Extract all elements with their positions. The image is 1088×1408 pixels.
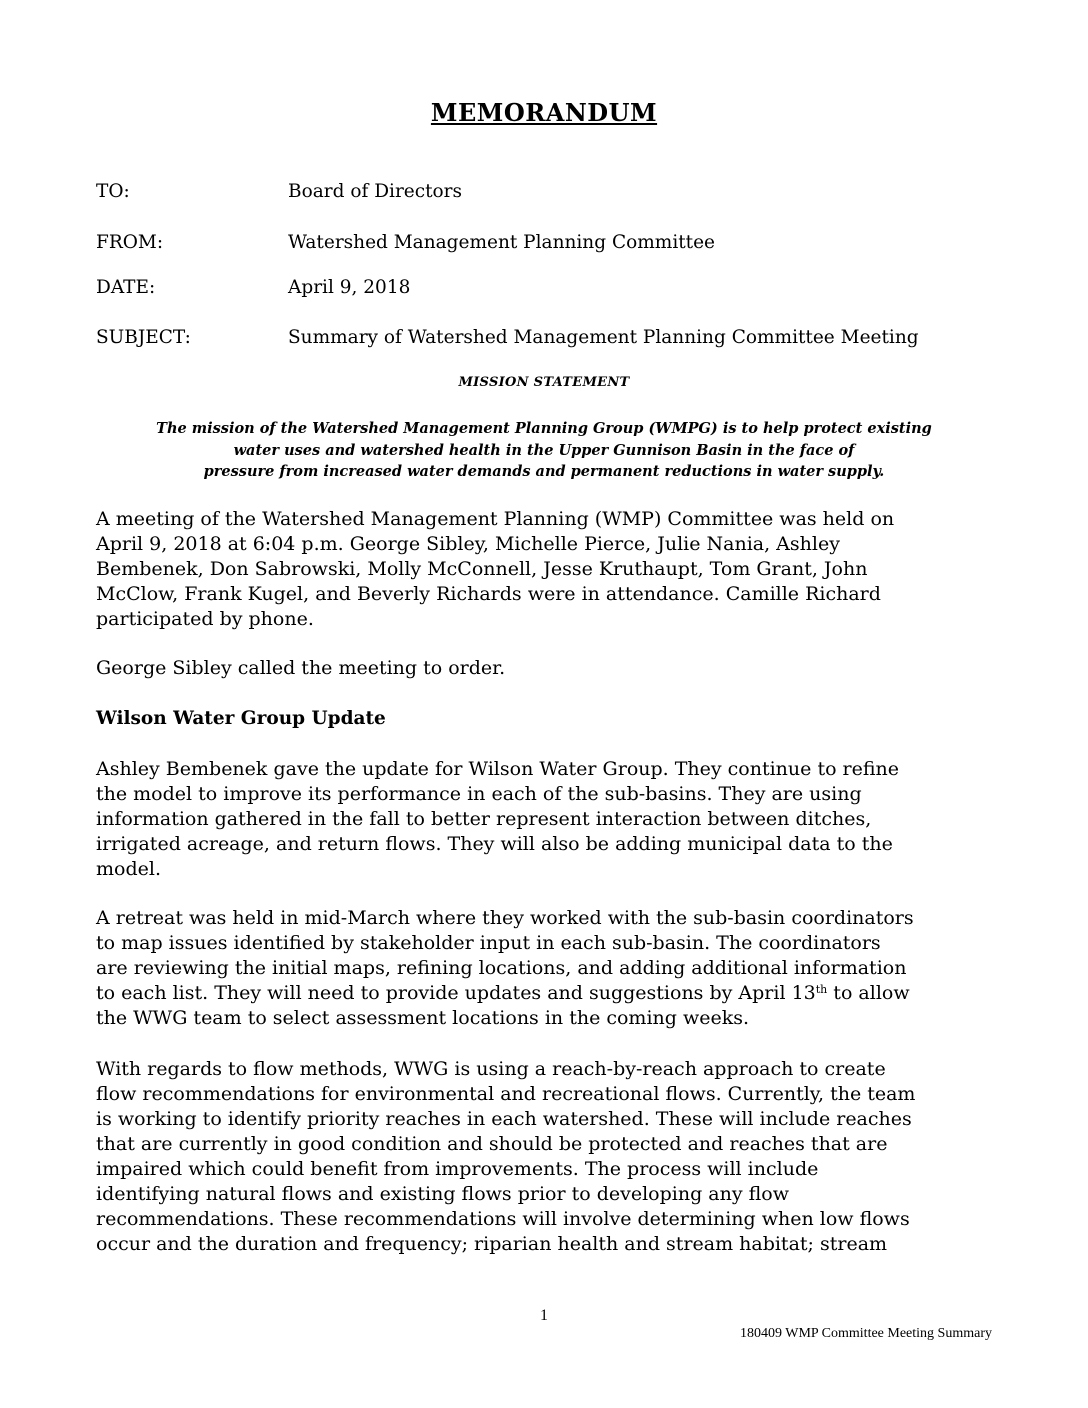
subject-label: SUBJECT: [96, 327, 191, 348]
text-line: identifying natural flows and existing flows prior to developing any flow [96, 1183, 789, 1205]
to-value: Board of Directors [288, 181, 463, 202]
text-line: Ashley Bembenek gave the update for Wilson Water Group. They continue to refine [96, 758, 900, 780]
date-value: April 9, 2018 [288, 277, 411, 298]
mission-line: The mission of the Watershed Management Planning Group (WMPG) is to help protect existing [156, 420, 932, 437]
text-line: April 9, 2018 at 6:04 p.m. George Sibley, Michelle Pierce, Julie Nania, Ashley [96, 533, 840, 555]
mission-line: pressure from increased water demands and permanent reductions in water supply. [203, 463, 885, 480]
text-line: impaired which could benefit from improvements. The process will include [96, 1158, 819, 1180]
text-line: participated by phone. [96, 608, 314, 630]
text-line: flow recommendations for environmental and recreational flows. Currently, the team [96, 1083, 916, 1105]
text-line: model. [96, 858, 161, 880]
text-line: to map issues identified by stakeholder input in each sub-basin. The coordinators [96, 932, 881, 954]
update-paragraph-2 [96, 906, 996, 1031]
intro-paragraph [96, 507, 996, 632]
date-label: DATE: [96, 277, 156, 298]
text-line [96, 981, 996, 1006]
text-line: occur and the duration and frequency; riparian health and stream habitat; stream [96, 1233, 888, 1255]
from-label: FROM: [96, 232, 164, 253]
footer-text: 180409 WMP Committee Meeting Summary [740, 1326, 992, 1341]
text-line: With regards to flow methods, WWG is using a reach-by-reach approach to create [96, 1058, 886, 1080]
text-line: A retreat was held in mid-March where they worked with the sub-basin coordinators [96, 907, 914, 929]
ordinal-suffix: th [815, 983, 828, 996]
text-line: are reviewing the initial maps, refining locations, and adding additional information [96, 957, 907, 979]
memo-title: MEMORANDUM [430, 98, 658, 127]
update-paragraph-3 [96, 1057, 996, 1257]
page-number: 1 [540, 1307, 548, 1324]
mission-line: water uses and watershed health in the Upper Gunnison Basin in the face of [233, 441, 855, 459]
text-fragment: to each list. They will need to provide updates and suggestions by April 13 [96, 982, 816, 1004]
section-heading: Wilson Water Group Update [96, 708, 386, 729]
to-label: TO: [96, 181, 130, 202]
text-line: that are currently in good condition and should be protected and reaches that are [96, 1133, 888, 1155]
text-line: the model to improve its performance in each of the sub-basins. They are using [96, 783, 862, 805]
text-line: George Sibley called the meeting to order. [96, 657, 506, 679]
mission-heading: MISSION STATEMENT [458, 375, 630, 390]
text-line: is working to identify priority reaches in each watershed. These will include reaches [96, 1108, 912, 1130]
text-line: recommendations. These recommendations will involve determining when low flows [96, 1208, 910, 1230]
text-line: Bembenek, Don Sabrowski, Molly McConnell, Jesse Kruthaupt, Tom Grant, John [96, 558, 868, 580]
subject-value: Summary of Watershed Management Planning Committee Meeting [288, 327, 919, 348]
update-paragraph-1 [96, 757, 996, 882]
text-line: the WWG team to select assessment locations in the coming weeks. [96, 1007, 750, 1029]
call-to-order-paragraph [96, 656, 996, 681]
text-line: irrigated acreage, and return flows. They will also be adding municipal data to the [96, 833, 893, 855]
text-line: A meeting of the Watershed Management Planning (WMP) Committee was held on [96, 508, 895, 530]
mission-statement [96, 418, 992, 483]
text-line: information gathered in the fall to better represent interaction between ditches, [96, 808, 872, 830]
text-fragment: to allow [827, 982, 910, 1004]
from-value: Watershed Management Planning Committee [288, 232, 716, 253]
text-line: McClow, Frank Kugel, and Beverly Richards were in attendance. Camille Richard [96, 583, 881, 605]
